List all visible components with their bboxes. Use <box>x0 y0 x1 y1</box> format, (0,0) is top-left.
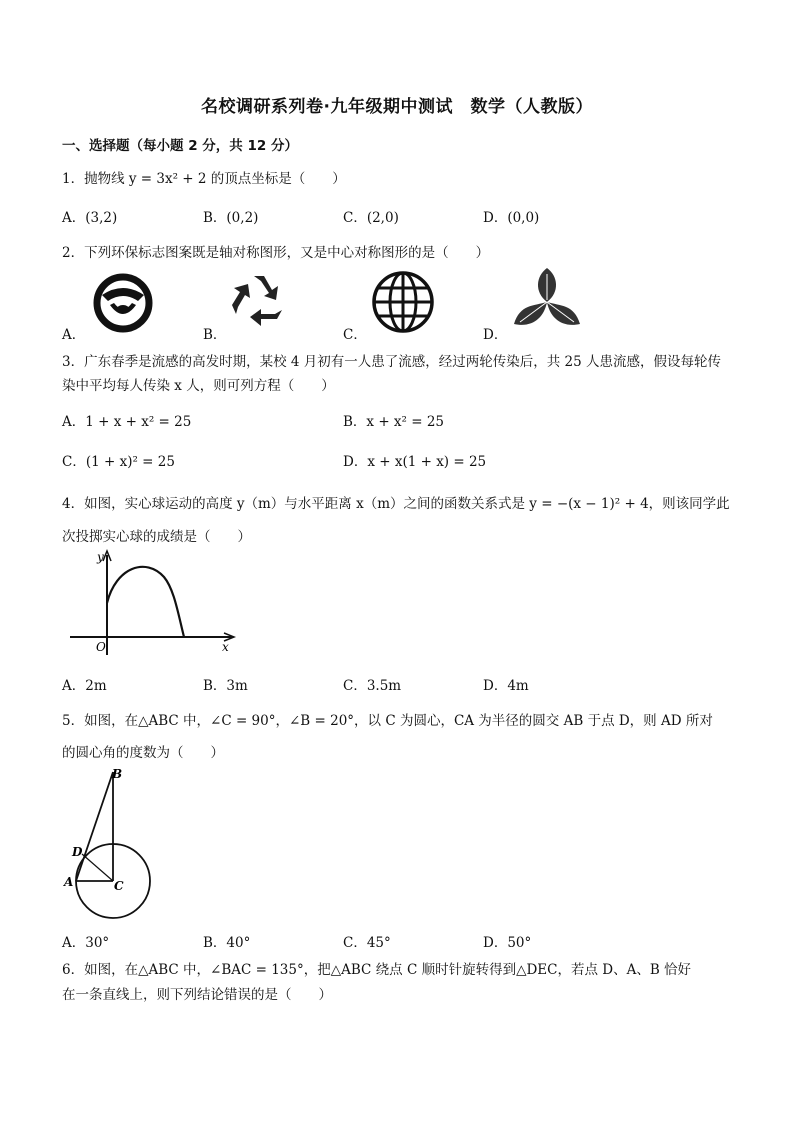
q1-option-b: B．(0,2) <box>203 210 259 226</box>
q5-option-b: B．40° <box>203 935 251 951</box>
question-3-stem-line-1: 3．广东春季是流感的高发时期，某校 4 月初有一人患了流感，经过两轮传染后，共 25 人患流感，假设每轮传 <box>62 354 722 370</box>
q4-origin-label: O <box>96 640 106 654</box>
q3-option-a: A．1 + x + x² = 25 <box>62 414 192 430</box>
q5-option-d: D．50° <box>483 935 532 951</box>
q3-option-c: C．(1 + x)² = 25 <box>62 454 175 470</box>
q4-option-a: A．2m <box>62 678 107 694</box>
logo-a-icon <box>92 273 154 333</box>
q2-option-a: A． <box>62 327 86 343</box>
q5-option-c: C．45° <box>343 935 391 951</box>
q5-label-c: C <box>114 879 124 893</box>
question-1-stem: 1．抛物线 y = 3x² + 2 的顶点坐标是（ ） <box>62 171 346 187</box>
q4-x-axis-label: x <box>222 640 229 654</box>
question-4-stem-line-2: 次投掷实心球的成绩是（ ） <box>62 529 251 545</box>
q5-label-d: D <box>72 845 83 859</box>
q2-option-d: D． <box>483 327 508 343</box>
q3-option-b: B．x + x² = 25 <box>343 414 445 430</box>
q4-option-c: C．3.5m <box>343 678 402 694</box>
question-4-stem-line-1: 4．如图，实心球运动的高度 y（m）与水平距离 x（m）之间的函数关系式是 y = −(x − 1)² + 4，则该同学此 <box>62 496 730 512</box>
recycle-icon <box>228 270 290 332</box>
globe-icon <box>370 270 436 334</box>
question-2-stem: 2．下列环保标志图案既是轴对称图形，又是中心对称图形的是（ ） <box>62 245 490 261</box>
q2-option-c: C． <box>343 327 367 343</box>
question-6-stem-line-1: 6．如图，在△ABC 中，∠BAC = 135°，把△ABC 绕点 C 顺时针旋转得到△DEC，若点 D、A、B 恰好 <box>62 962 692 978</box>
question-6-stem-line-2: 在一条直线上，则下列结论错误的是（ ） <box>62 987 332 1003</box>
q4-option-d: D．4m <box>483 678 529 694</box>
question-5-stem-line-2: 的圆心角的度数为（ ） <box>62 745 224 761</box>
q4-option-b: B．3m <box>203 678 248 694</box>
q1-option-d: D．(0,0) <box>483 210 540 226</box>
q2-option-b: B． <box>203 327 227 343</box>
question-5-stem-line-1: 5．如图，在△ABC 中，∠C = 90°，∠B = 20°，以 C 为圆心，CA 为半径的圆交 AB 于点 D，则 AD 所对 <box>62 713 713 729</box>
q5-label-a: A <box>64 875 74 889</box>
leaf-icon <box>512 266 582 334</box>
q4-y-axis-label: y <box>97 550 104 564</box>
q1-option-a: A．(3,2) <box>62 210 118 226</box>
q5-circle-figure <box>60 762 160 927</box>
q3-option-d: D．x + x(1 + x) = 25 <box>343 454 487 470</box>
question-3-stem-line-2: 染中平均每人传染 x 人，则可列方程（ ） <box>62 378 335 394</box>
q5-label-b: B <box>112 767 123 781</box>
q4-parabola-figure <box>64 547 244 665</box>
page-title: 名校调研系列卷·九年级期中测试 数学（人教版） <box>201 97 593 117</box>
q5-option-a: A．30° <box>62 935 110 951</box>
section-title: 一、选择题（每小题 2 分，共 12 分） <box>62 138 298 154</box>
q1-option-c: C．(2,0) <box>343 210 399 226</box>
